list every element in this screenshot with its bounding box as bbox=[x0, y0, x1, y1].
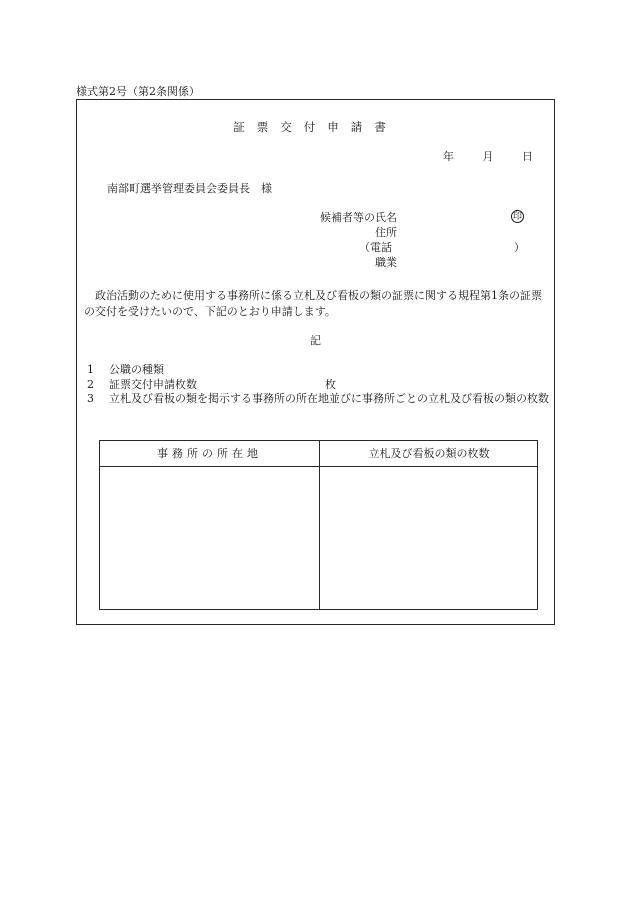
candidate-name-label: 候補者等の氏名 bbox=[320, 211, 397, 224]
item-unit: 枚 bbox=[325, 377, 336, 391]
form-number-label: 様式第2号（第2条関係） bbox=[76, 85, 200, 98]
item-number: 1 bbox=[87, 363, 94, 376]
candidate-info-block bbox=[307, 211, 537, 281]
application-statement: 政治活動のために使用する事務所に係る立札及び看板の類の証票に関する規程第1条の証票の交付を受けたいので、下記のとおり申請します。 bbox=[84, 289, 542, 318]
item-number: 2 bbox=[87, 377, 94, 391]
application-form-frame bbox=[76, 99, 555, 625]
item-text: 証票交付申請枚数 bbox=[109, 377, 197, 391]
addressee: 南部町選挙管理委員会委員長 様 bbox=[107, 182, 272, 195]
form-title: 証票交付申請書 bbox=[233, 120, 398, 134]
item-number: 3 bbox=[87, 392, 94, 405]
candidate-job-label: 職業 bbox=[375, 256, 397, 269]
candidate-tel-label: （電話 bbox=[359, 241, 392, 254]
table-header-count: 立札及び看板の類の枚数 bbox=[368, 447, 490, 460]
list-item bbox=[84, 392, 554, 407]
date-day: 日 bbox=[522, 150, 533, 163]
table-cell-count[interactable] bbox=[320, 467, 538, 609]
item-list bbox=[84, 363, 554, 407]
list-item bbox=[84, 378, 554, 393]
table-header-location: 事務所の所在地 bbox=[157, 447, 262, 460]
list-item bbox=[84, 363, 554, 378]
table-cell-location[interactable] bbox=[100, 467, 319, 609]
candidate-tel-close: ） bbox=[514, 241, 525, 254]
date-line bbox=[443, 150, 533, 165]
candidate-address-label: 住所 bbox=[375, 226, 397, 239]
date-month: 月 bbox=[482, 150, 494, 163]
item-text: 立札及び看板の類を掲示する事務所の所在地並びに事務所ごとの立札及び看板の類の枚数 bbox=[109, 392, 549, 405]
ki-heading: 記 bbox=[310, 334, 321, 347]
item-text: 公職の種類 bbox=[109, 363, 164, 376]
date-year: 年 bbox=[443, 150, 454, 163]
office-sign-table bbox=[99, 440, 538, 610]
seal-mark-icon: 印 bbox=[512, 212, 522, 222]
